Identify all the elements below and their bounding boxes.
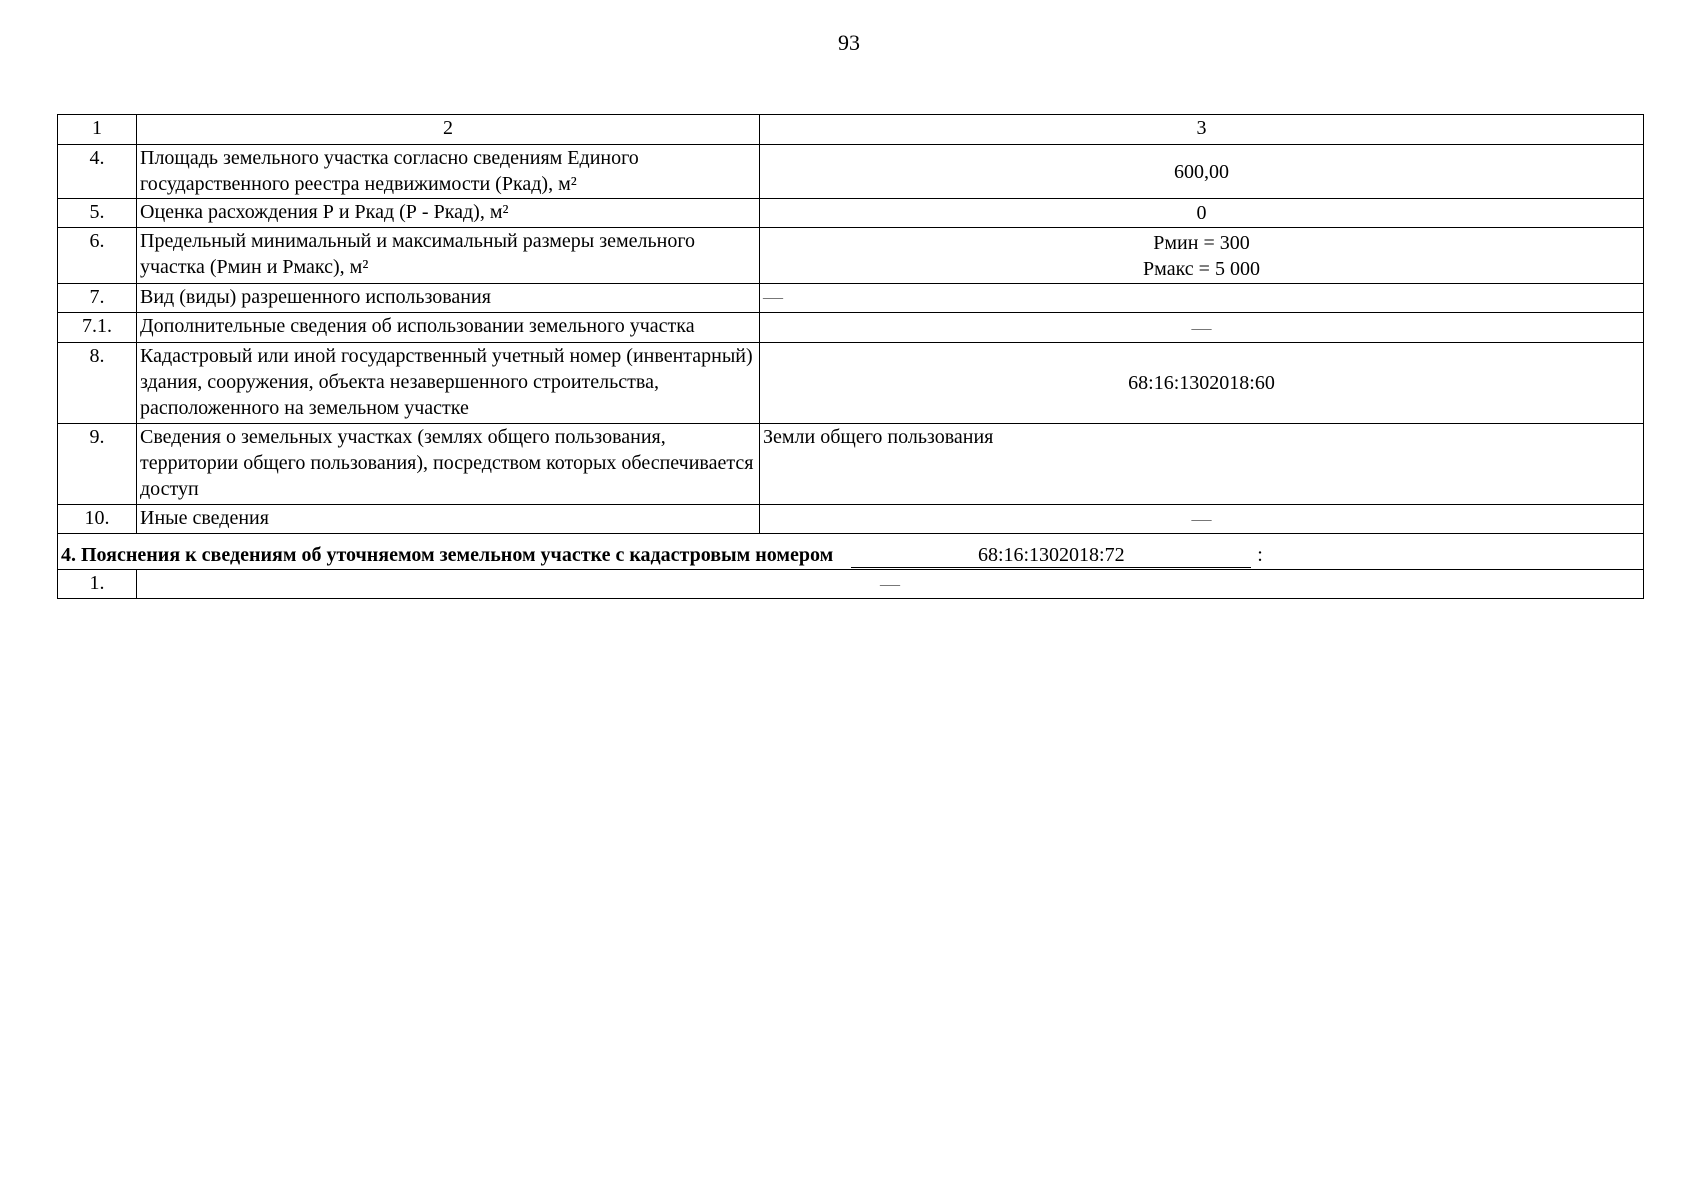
row-number: 4. — [58, 145, 137, 199]
row-value — [760, 228, 1644, 284]
row-label: Оценка расхождения Р и Ркад (Р - Ркад), м² — [137, 199, 760, 228]
row-label: Иные сведения — [137, 505, 760, 534]
page-number: 93 — [838, 30, 860, 55]
row-label: Кадастровый или иной государственный учетный номер (инвентарный) здания, сооружения, объекта незавершенного строительства, расположенного на земельном участке — [137, 343, 760, 424]
row-value: 68:16:1302018:60 — [760, 343, 1644, 424]
row-number: 8. — [58, 343, 137, 424]
cadastral-info-table — [57, 114, 1644, 599]
row-number: 7.1. — [58, 313, 137, 343]
header-cell-2: 2 — [137, 115, 760, 145]
row-number: 10. — [58, 505, 137, 534]
section-4-title: 4. Пояснения к сведениям об уточняемом земельном участке с кадастровым номером — [61, 544, 834, 566]
row-label: Вид (виды) разрешенного использования — [137, 284, 760, 313]
row-value: — — [760, 284, 1644, 313]
section-4-header — [58, 534, 1644, 570]
table-header-row — [58, 115, 1644, 145]
row-value: Земли общего пользования — [760, 424, 1644, 505]
section-header-row — [58, 534, 1644, 570]
max-size-value: Рмакс = 5 000 — [1143, 257, 1260, 280]
row-number: 6. — [58, 228, 137, 284]
row-label: Предельный минимальный и максимальный размеры земельного участка (Рмин и Рмакс), м² — [137, 228, 760, 284]
row-value: 600,00 — [760, 145, 1644, 199]
row-number: 5. — [58, 199, 137, 228]
table-row — [58, 424, 1644, 505]
header-cell-3: 3 — [760, 115, 1644, 145]
row-number: 1. — [58, 570, 137, 599]
row-value: — — [760, 313, 1644, 343]
row-number: 9. — [58, 424, 137, 505]
table-row — [58, 505, 1644, 534]
min-size-value: Рмин = 300 — [1153, 231, 1250, 254]
table-row — [58, 284, 1644, 313]
section-4-colon: : — [1257, 544, 1263, 566]
table-row — [58, 228, 1644, 284]
header-cell-1: 1 — [58, 115, 137, 145]
row-label: Дополнительные сведения об использовании земельного участка — [137, 313, 760, 343]
row-value: — — [137, 570, 1644, 599]
table-row — [58, 199, 1644, 228]
row-number: 7. — [58, 284, 137, 313]
table-row — [58, 570, 1644, 599]
table-row — [58, 145, 1644, 199]
section-4-cadastral-number: 68:16:1302018:72 — [851, 543, 1251, 568]
row-label: Площадь земельного участка согласно сведениям Единого государственного реестра недвижимости (Ркад), м² — [137, 145, 760, 199]
row-value: — — [760, 505, 1644, 534]
table-row — [58, 313, 1644, 343]
row-value: 0 — [760, 199, 1644, 228]
table-row — [58, 343, 1644, 424]
row-label: Сведения о земельных участках (землях общего пользования, территории общего пользования), посредством которых обеспечивается доступ — [137, 424, 760, 505]
